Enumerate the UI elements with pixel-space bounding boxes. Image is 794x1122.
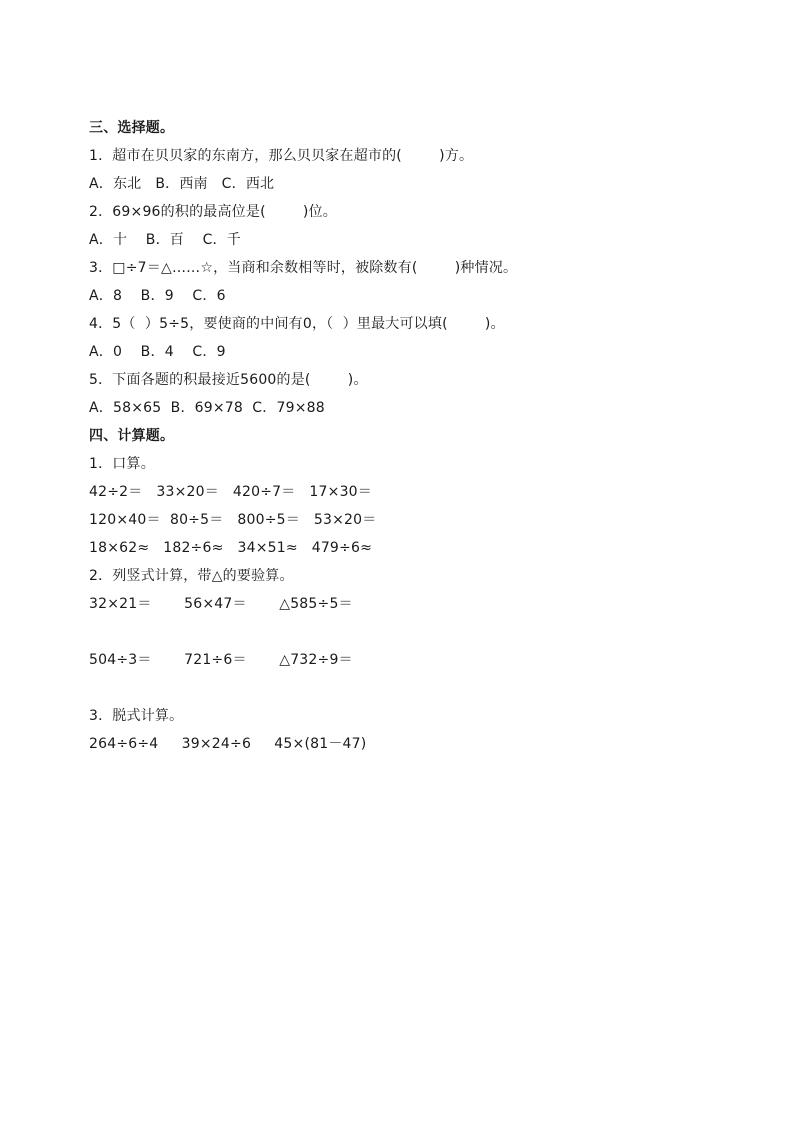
vertical-row-1: 32×21＝ 56×47＝ △585÷5＝ (89, 596, 353, 612)
oral-row-2: 120×40＝ 80÷5＝ 800÷5＝ 53×20＝ (89, 512, 377, 528)
question-5: 5．下面各题的积最接近5600的是( )。 (89, 372, 368, 388)
section-heading-choice: 三、选择题。 (89, 120, 175, 136)
section-heading-calculation: 四、计算题。 (89, 428, 175, 444)
question-3-options: A．8 B．9 C．6 (89, 288, 226, 304)
question-5-options: A．58×65 B．69×78 C．79×88 (89, 400, 325, 416)
subsection-oral: 1．口算。 (89, 456, 155, 472)
question-2-options: A．十 B．百 C．千 (89, 232, 241, 248)
subsection-vertical: 2．列竖式计算，带△的要验算。 (89, 568, 294, 584)
question-3: 3．□÷7＝△……☆，当商和余数相等时，被除数有( )种情况。 (89, 260, 518, 276)
question-4: 4．5（ ）5÷5，要使商的中间有0，（ ）里最大可以填( )。 (89, 316, 505, 332)
step-row-1: 264÷6÷4 39×24÷6 45×(81－47) (89, 736, 367, 752)
vertical-row-2: 504÷3＝ 721÷6＝ △732÷9＝ (89, 652, 353, 668)
question-2: 2．69×96的积的最高位是( )位。 (89, 204, 337, 220)
question-1-options: A．东北 B．西南 C．西北 (89, 176, 275, 192)
subsection-step: 3．脱式计算。 (89, 708, 184, 724)
oral-row-1: 42÷2＝ 33×20＝ 420÷7＝ 17×30＝ (89, 484, 372, 500)
oral-row-3: 18×62≈ 182÷6≈ 34×51≈ 479÷6≈ (89, 540, 373, 556)
question-1: 1．超市在贝贝家的东南方，那么贝贝家在超市的( )方。 (89, 148, 474, 164)
question-4-options: A．0 B．4 C．9 (89, 344, 226, 360)
